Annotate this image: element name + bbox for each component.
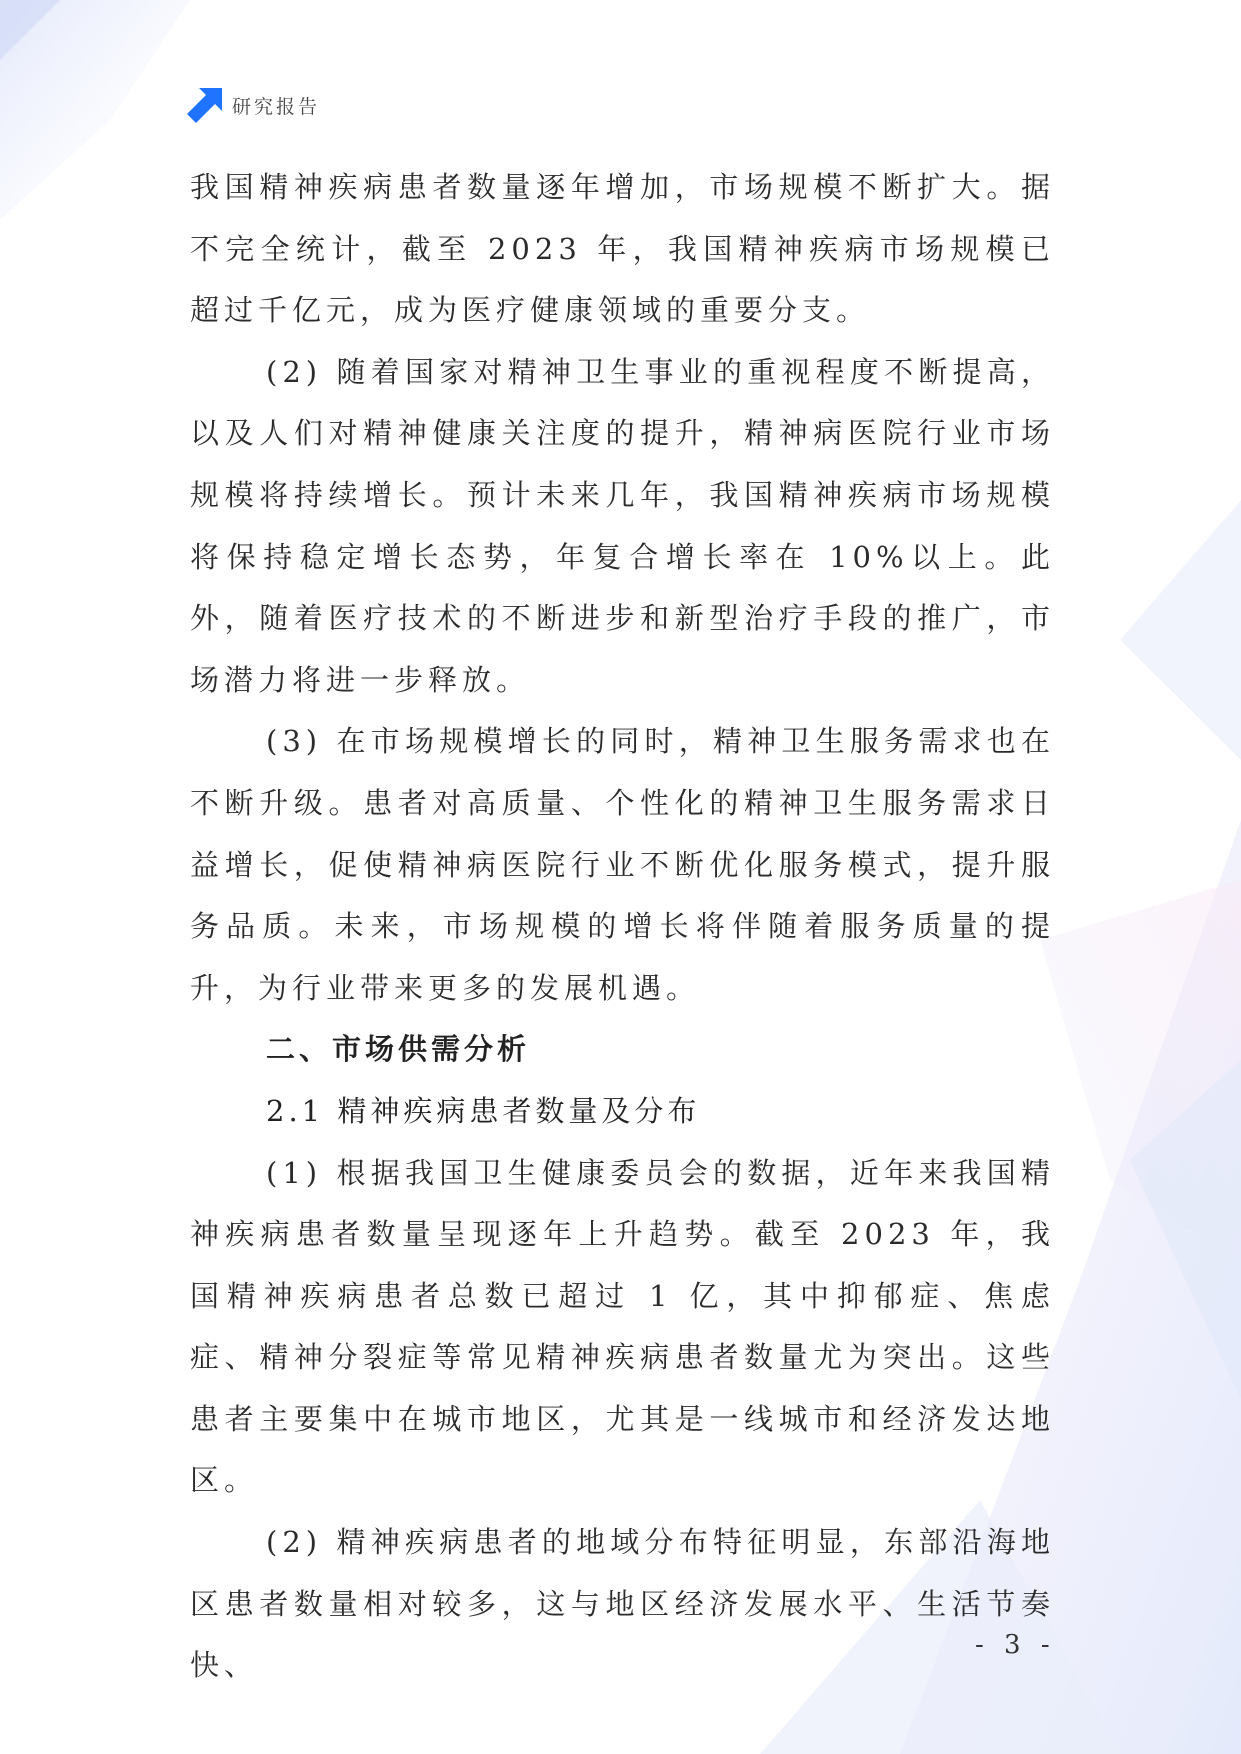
arrow-up-right-icon — [186, 86, 224, 124]
paragraph-regional-distribution: (2) 精神疾病患者的地域分布特征明显，东部沿海地区患者数量相对较多，这与地区经济发展水平、生活节奏快、 — [190, 1525, 1055, 1683]
paragraph-market-scale: 我国精神疾病患者数量逐年增加，市场规模不断扩大。据不完全统计，截至 2023 年，我国精神疾病市场规模已超过千亿元，成为医疗健康领域的重要分支。 — [190, 170, 1055, 328]
subsection-heading: 2.1 精神疾病患者数量及分布 — [266, 1093, 701, 1128]
paragraph-growth-forecast: (2) 随着国家对精神卫生事业的重视程度不断提高，以及人们对精神健康关注度的提升，精神病医院行业市场规模将持续增长。预计未来几年，我国精神疾病市场规模将保持稳定增长态势，年复合增长率在 10%以上。此外，随着医疗技术的不断进步和新型治疗手段的推广，市场潜力将进一步释放。 — [190, 354, 1055, 697]
document-body — [190, 157, 1055, 1697]
paragraph-demand-upgrade: (3) 在市场规模增长的同时，精神卫生服务需求也在不断升级。患者对高质量、个性化的精神卫生服务需求日益增长，促使精神病医院行业不断优化服务模式，提升服务品质。未来，市场规模的增长将伴随着服务质量的提升，为行业带来更多的发展机遇。 — [190, 724, 1055, 1005]
page-number: - 3 - — [975, 1630, 1056, 1660]
paragraph-patient-numbers: (1) 根据我国卫生健康委员会的数据，近年来我国精神疾病患者数量呈现逐年上升趋势。截至 2023 年，我国精神疾病患者总数已超过 1 亿，其中抑郁症、焦虑症、精神分裂症等常见精神疾病患者数量尤为突出。这些患者主要集中在城市地区，尤其是一线城市和经济发达地区。 — [190, 1155, 1055, 1498]
section-heading: 二、市场供需分析 — [266, 1032, 531, 1067]
report-header-title: 研究报告 — [232, 95, 321, 118]
report-header — [186, 86, 320, 124]
